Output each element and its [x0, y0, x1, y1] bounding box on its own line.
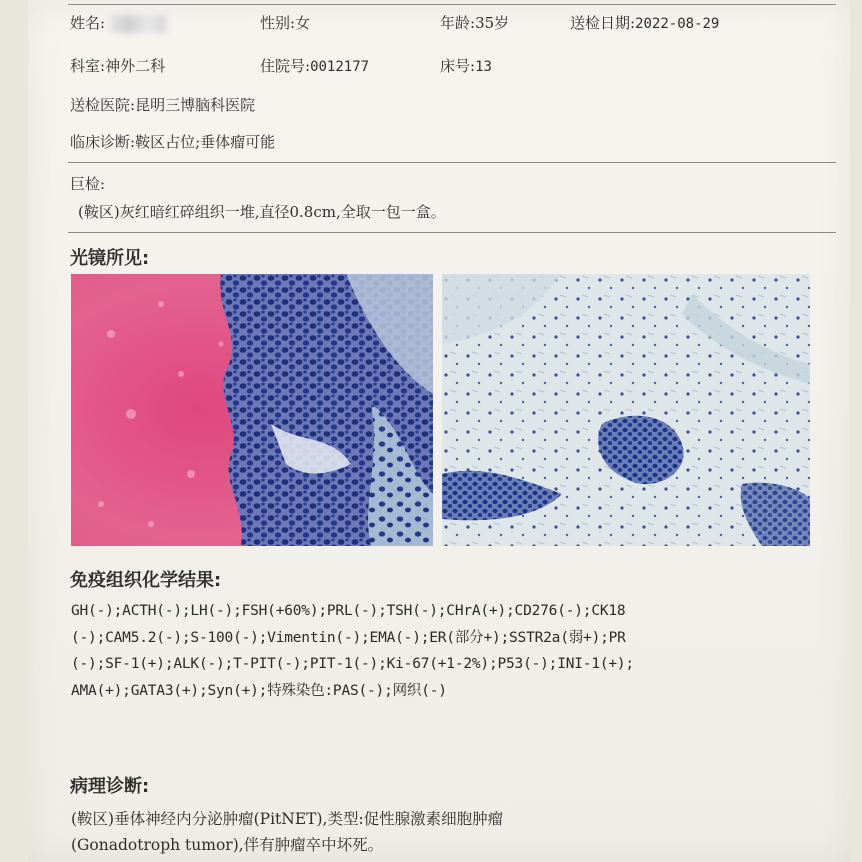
name-field [70, 12, 166, 33]
ihc-heading: 免疫组织化学结果: [70, 570, 222, 591]
ihc-line: AMA(+);GATA3(+);Syn(+);特殊染色:PAS(-);网织(-) [71, 682, 447, 699]
gender-value: 女 [295, 14, 311, 32]
hospital-label: 送检医院: [70, 96, 136, 114]
diagnosis-line: (鞍区)垂体神经内分泌肿瘤(PitNET),类型:促性腺激素细胞肿瘤 [71, 810, 504, 828]
diagnosis-line: (Gonadotroph tumor),伴有肿瘤卒中坏死。 [71, 836, 384, 854]
dept-label: 科室: [70, 57, 106, 75]
clinical-field [70, 131, 275, 152]
ihc-line: (-);CAM5.2(-);S-100(-);Vimentin(-);EMA(-);ER(部分+);SSTR2a(弱+);PR [71, 629, 626, 646]
date-value: 2022-08-29 [635, 16, 720, 32]
diagnosis-heading: 病理诊断: [70, 776, 150, 797]
age-label: 年龄: [440, 14, 476, 32]
admission-value: 0012177 [310, 59, 370, 75]
microscopy-heading: 光镜所见: [70, 248, 150, 269]
dept-field [70, 55, 165, 76]
ihc-results [71, 598, 841, 704]
section-rule-2 [68, 232, 836, 233]
gross-label: 巨检: [70, 175, 106, 193]
hospital-field [70, 94, 255, 115]
section-rule [68, 162, 836, 163]
gender-field [260, 12, 310, 33]
age-field [440, 12, 509, 33]
dept-value: 神外二科 [105, 57, 166, 75]
hospital-value: 昆明三博脑科医院 [135, 96, 256, 114]
gross-text: (鞍区)灰红暗红碎组织一堆,直径0.8cm,全取一包一盒。 [78, 203, 446, 221]
redacted-name [110, 15, 166, 33]
ihc-line: (-);SF-1(+);ALK(-);T-PIT(-);PIT-1(-);Ki-67(+1-2%);P53(-);INI-1(+); [71, 656, 634, 672]
clinical-label: 临床诊断: [70, 133, 136, 151]
age-value: 35岁 [475, 14, 510, 32]
bed-field [440, 55, 492, 76]
bed-label: 床号: [440, 57, 476, 75]
ihc-stain-micrograph [442, 274, 810, 546]
name-label: 姓名: [70, 14, 106, 32]
top-rule [68, 4, 836, 5]
diagnosis-text [71, 806, 841, 858]
ihc-line: GH(-);ACTH(-);LH(-);FSH(+60%);PRL(-);TSH(-);CHrA(+);CD276(-);CK18 [71, 603, 626, 619]
he-stain-micrograph [71, 274, 433, 546]
date-field [570, 12, 719, 33]
report-sheet [28, 0, 850, 862]
clinical-value: 鞍区占位;垂体瘤可能 [135, 133, 276, 151]
admission-label: 住院号: [260, 57, 311, 75]
date-label: 送检日期: [570, 14, 636, 32]
bed-value: 13 [475, 59, 492, 75]
admission-field [260, 55, 369, 76]
gender-label: 性别: [260, 14, 296, 32]
